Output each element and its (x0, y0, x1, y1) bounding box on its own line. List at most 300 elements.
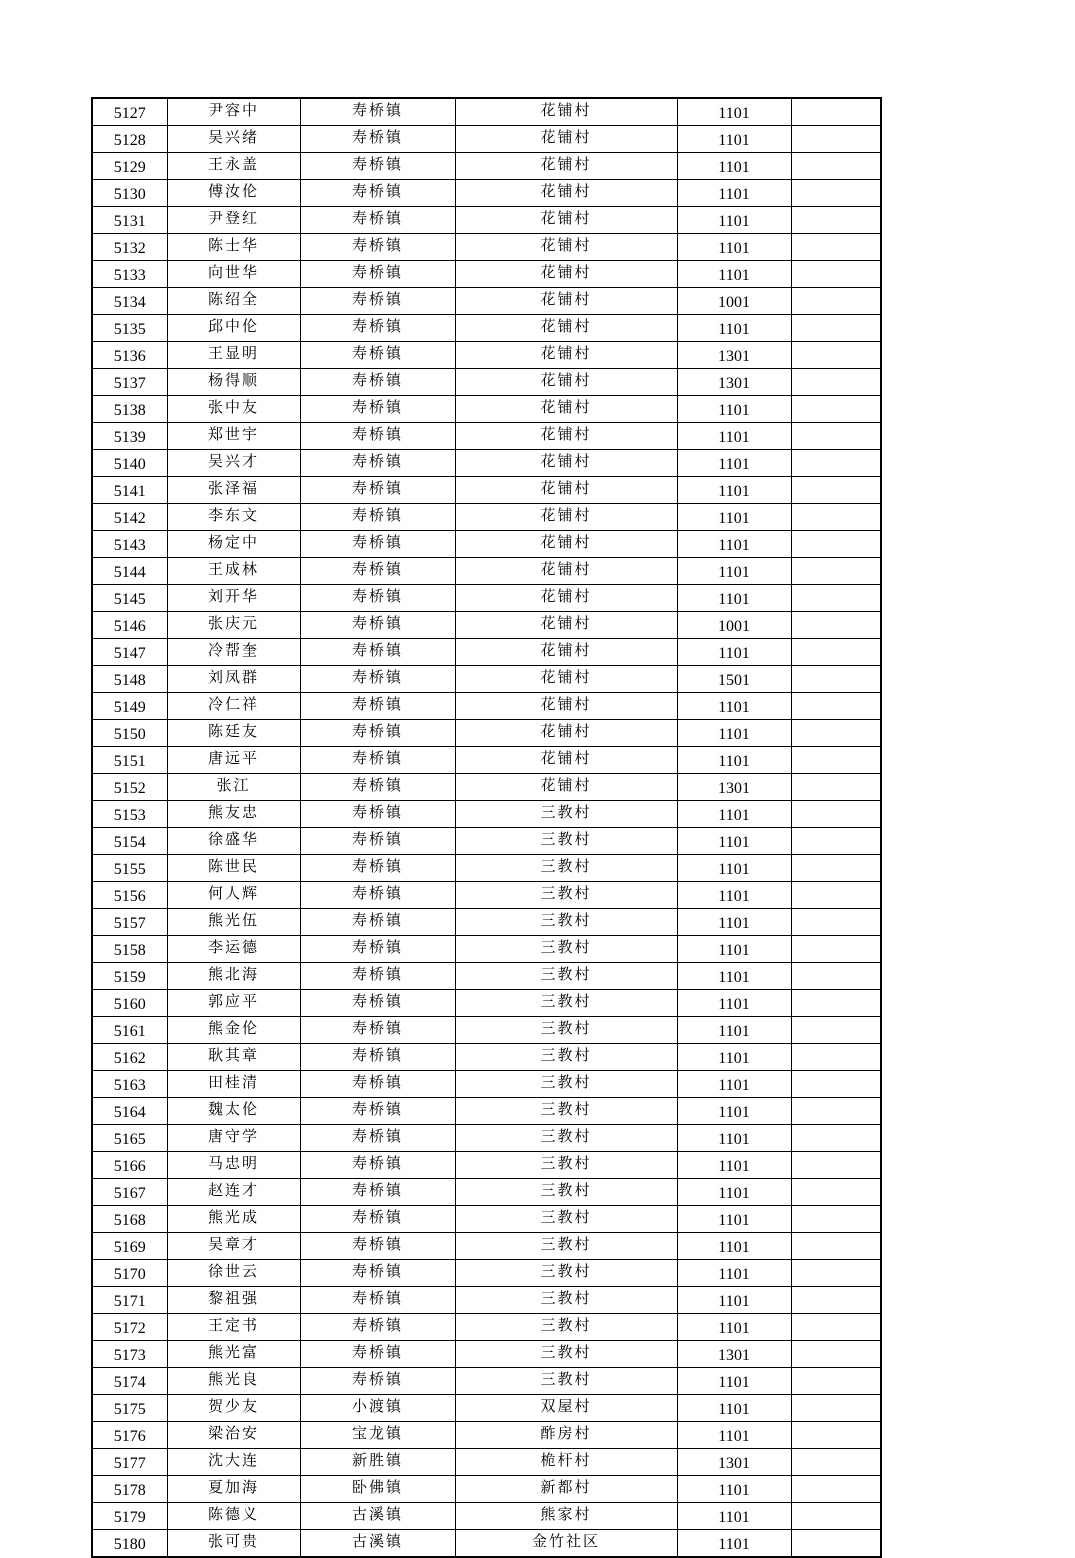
row-number-cell: 5135 (92, 315, 167, 342)
village-cell: 花铺村 (455, 531, 677, 558)
row-number-cell: 5134 (92, 288, 167, 315)
name-cell: 王显明 (167, 342, 300, 369)
row-number-cell: 5164 (92, 1098, 167, 1125)
code-cell: 1301 (677, 369, 791, 396)
code-cell: 1101 (677, 234, 791, 261)
village-cell: 三教村 (455, 1233, 677, 1260)
village-cell: 三教村 (455, 1098, 677, 1125)
village-cell: 花铺村 (455, 639, 677, 666)
town-cell: 寿桥镇 (300, 720, 455, 747)
town-cell: 寿桥镇 (300, 1152, 455, 1179)
row-number-cell: 5146 (92, 612, 167, 639)
table-row (92, 1503, 881, 1530)
table-row (92, 828, 881, 855)
row-number-cell: 5167 (92, 1179, 167, 1206)
town-cell: 寿桥镇 (300, 477, 455, 504)
table-row (92, 423, 881, 450)
table-row (92, 585, 881, 612)
name-cell: 向世华 (167, 261, 300, 288)
remark-cell (791, 1044, 881, 1071)
table-row (92, 855, 881, 882)
village-cell: 花铺村 (455, 98, 677, 126)
name-cell: 郑世宇 (167, 423, 300, 450)
table-row (92, 1314, 881, 1341)
table-row (92, 1152, 881, 1179)
table-row (92, 234, 881, 261)
row-number-cell: 5138 (92, 396, 167, 423)
village-cell: 花铺村 (455, 612, 677, 639)
remark-cell (791, 612, 881, 639)
town-cell: 寿桥镇 (300, 126, 455, 153)
roster-table (91, 97, 882, 1558)
code-cell: 1101 (677, 1422, 791, 1449)
remark-cell (791, 801, 881, 828)
remark-cell (791, 1449, 881, 1476)
code-cell: 1101 (677, 963, 791, 990)
row-number-cell: 5132 (92, 234, 167, 261)
remark-cell (791, 1152, 881, 1179)
table-row (92, 639, 881, 666)
village-cell: 三教村 (455, 1071, 677, 1098)
code-cell: 1301 (677, 1341, 791, 1368)
row-number-cell: 5141 (92, 477, 167, 504)
row-number-cell: 5140 (92, 450, 167, 477)
name-cell: 梁治安 (167, 1422, 300, 1449)
remark-cell (791, 98, 881, 126)
name-cell: 熊光伍 (167, 909, 300, 936)
name-cell: 徐盛华 (167, 828, 300, 855)
village-cell: 金竹社区 (455, 1530, 677, 1558)
village-cell: 桅杆村 (455, 1449, 677, 1476)
row-number-cell: 5136 (92, 342, 167, 369)
code-cell: 1101 (677, 1098, 791, 1125)
name-cell: 熊光成 (167, 1206, 300, 1233)
table-row (92, 990, 881, 1017)
row-number-cell: 5129 (92, 153, 167, 180)
town-cell: 寿桥镇 (300, 666, 455, 693)
town-cell: 寿桥镇 (300, 423, 455, 450)
remark-cell (791, 504, 881, 531)
remark-cell (791, 1422, 881, 1449)
remark-cell (791, 450, 881, 477)
village-cell: 三教村 (455, 1341, 677, 1368)
town-cell: 寿桥镇 (300, 909, 455, 936)
town-cell: 寿桥镇 (300, 612, 455, 639)
town-cell: 寿桥镇 (300, 1044, 455, 1071)
village-cell: 酢房村 (455, 1422, 677, 1449)
village-cell: 三教村 (455, 936, 677, 963)
code-cell: 1101 (677, 1233, 791, 1260)
code-cell: 1101 (677, 1044, 791, 1071)
town-cell: 寿桥镇 (300, 288, 455, 315)
name-cell: 李运德 (167, 936, 300, 963)
remark-cell (791, 720, 881, 747)
name-cell: 吴兴绪 (167, 126, 300, 153)
town-cell: 寿桥镇 (300, 747, 455, 774)
code-cell: 1101 (677, 747, 791, 774)
table-row (92, 1395, 881, 1422)
village-cell: 花铺村 (455, 423, 677, 450)
code-cell: 1101 (677, 720, 791, 747)
town-cell: 寿桥镇 (300, 1098, 455, 1125)
name-cell: 黎祖强 (167, 1287, 300, 1314)
remark-cell (791, 531, 881, 558)
code-cell: 1101 (677, 1503, 791, 1530)
table-row (92, 693, 881, 720)
row-number-cell: 5160 (92, 990, 167, 1017)
name-cell: 唐守学 (167, 1125, 300, 1152)
town-cell: 寿桥镇 (300, 855, 455, 882)
remark-cell (791, 342, 881, 369)
remark-cell (791, 1503, 881, 1530)
table-row (92, 1233, 881, 1260)
table-row (92, 1017, 881, 1044)
code-cell: 1101 (677, 1152, 791, 1179)
village-cell: 花铺村 (455, 234, 677, 261)
code-cell: 1101 (677, 639, 791, 666)
remark-cell (791, 1395, 881, 1422)
remark-cell (791, 234, 881, 261)
table-row (92, 1260, 881, 1287)
village-cell: 花铺村 (455, 774, 677, 801)
remark-cell (791, 1530, 881, 1558)
village-cell: 花铺村 (455, 342, 677, 369)
row-number-cell: 5159 (92, 963, 167, 990)
code-cell: 1101 (677, 1179, 791, 1206)
table-row (92, 1368, 881, 1395)
town-cell: 寿桥镇 (300, 882, 455, 909)
remark-cell (791, 1125, 881, 1152)
row-number-cell: 5155 (92, 855, 167, 882)
table-row (92, 1125, 881, 1152)
code-cell: 1101 (677, 180, 791, 207)
village-cell: 三教村 (455, 1368, 677, 1395)
row-number-cell: 5151 (92, 747, 167, 774)
table-row (92, 450, 881, 477)
remark-cell (791, 1098, 881, 1125)
remark-cell (791, 126, 881, 153)
row-number-cell: 5171 (92, 1287, 167, 1314)
remark-cell (791, 423, 881, 450)
town-cell: 寿桥镇 (300, 1314, 455, 1341)
name-cell: 王永盖 (167, 153, 300, 180)
code-cell: 1101 (677, 990, 791, 1017)
village-cell: 三教村 (455, 801, 677, 828)
row-number-cell: 5174 (92, 1368, 167, 1395)
remark-cell (791, 963, 881, 990)
row-number-cell: 5148 (92, 666, 167, 693)
remark-cell (791, 1287, 881, 1314)
town-cell: 寿桥镇 (300, 531, 455, 558)
table-row (92, 288, 881, 315)
table-row (92, 261, 881, 288)
row-number-cell: 5147 (92, 639, 167, 666)
row-number-cell: 5169 (92, 1233, 167, 1260)
name-cell: 杨得顺 (167, 369, 300, 396)
code-cell: 1101 (677, 558, 791, 585)
row-number-cell: 5130 (92, 180, 167, 207)
town-cell: 寿桥镇 (300, 153, 455, 180)
town-cell: 寿桥镇 (300, 315, 455, 342)
code-cell: 1101 (677, 1287, 791, 1314)
table-row (92, 369, 881, 396)
remark-cell (791, 396, 881, 423)
village-cell: 三教村 (455, 855, 677, 882)
remark-cell (791, 1260, 881, 1287)
row-number-cell: 5133 (92, 261, 167, 288)
code-cell: 1101 (677, 1530, 791, 1558)
remark-cell (791, 1368, 881, 1395)
village-cell: 花铺村 (455, 747, 677, 774)
name-cell: 田桂清 (167, 1071, 300, 1098)
name-cell: 熊北海 (167, 963, 300, 990)
table-row (92, 909, 881, 936)
village-cell: 三教村 (455, 1125, 677, 1152)
row-number-cell: 5158 (92, 936, 167, 963)
village-cell: 三教村 (455, 1314, 677, 1341)
row-number-cell: 5179 (92, 1503, 167, 1530)
town-cell: 寿桥镇 (300, 1233, 455, 1260)
remark-cell (791, 477, 881, 504)
town-cell: 寿桥镇 (300, 774, 455, 801)
table-row (92, 153, 881, 180)
town-cell: 寿桥镇 (300, 1179, 455, 1206)
row-number-cell: 5137 (92, 369, 167, 396)
village-cell: 三教村 (455, 963, 677, 990)
name-cell: 张可贵 (167, 1530, 300, 1558)
table-row (92, 1098, 881, 1125)
remark-cell (791, 1071, 881, 1098)
town-cell: 寿桥镇 (300, 342, 455, 369)
town-cell: 寿桥镇 (300, 963, 455, 990)
row-number-cell: 5154 (92, 828, 167, 855)
name-cell: 熊光良 (167, 1368, 300, 1395)
town-cell: 寿桥镇 (300, 504, 455, 531)
code-cell: 1101 (677, 1071, 791, 1098)
name-cell: 李东文 (167, 504, 300, 531)
table-row (92, 396, 881, 423)
table-row (92, 612, 881, 639)
name-cell: 贺少友 (167, 1395, 300, 1422)
name-cell: 尹登红 (167, 207, 300, 234)
row-number-cell: 5127 (92, 98, 167, 126)
village-cell: 花铺村 (455, 450, 677, 477)
town-cell: 寿桥镇 (300, 1017, 455, 1044)
table-row (92, 504, 881, 531)
village-cell: 三教村 (455, 990, 677, 1017)
code-cell: 1101 (677, 261, 791, 288)
village-cell: 花铺村 (455, 369, 677, 396)
village-cell: 花铺村 (455, 261, 677, 288)
town-cell: 寿桥镇 (300, 1071, 455, 1098)
remark-cell (791, 1314, 881, 1341)
roster-table-body (92, 98, 881, 1557)
village-cell: 三教村 (455, 909, 677, 936)
name-cell: 傅汝伦 (167, 180, 300, 207)
town-cell: 寿桥镇 (300, 1206, 455, 1233)
village-cell: 花铺村 (455, 126, 677, 153)
code-cell: 1101 (677, 1125, 791, 1152)
code-cell: 1101 (677, 207, 791, 234)
town-cell: 寿桥镇 (300, 1260, 455, 1287)
table-row (92, 1044, 881, 1071)
town-cell: 寿桥镇 (300, 98, 455, 126)
row-number-cell: 5176 (92, 1422, 167, 1449)
village-cell: 三教村 (455, 1206, 677, 1233)
row-number-cell: 5156 (92, 882, 167, 909)
table-row (92, 315, 881, 342)
table-row (92, 801, 881, 828)
remark-cell (791, 1476, 881, 1503)
table-row (92, 666, 881, 693)
name-cell: 张江 (167, 774, 300, 801)
row-number-cell: 5149 (92, 693, 167, 720)
row-number-cell: 5143 (92, 531, 167, 558)
table-row (92, 126, 881, 153)
code-cell: 1101 (677, 828, 791, 855)
town-cell: 寿桥镇 (300, 1341, 455, 1368)
code-cell: 1101 (677, 1368, 791, 1395)
village-cell: 花铺村 (455, 720, 677, 747)
row-number-cell: 5157 (92, 909, 167, 936)
row-number-cell: 5128 (92, 126, 167, 153)
table-row (92, 774, 881, 801)
code-cell: 1301 (677, 774, 791, 801)
table-row (92, 207, 881, 234)
name-cell: 冷仁祥 (167, 693, 300, 720)
village-cell: 三教村 (455, 882, 677, 909)
town-cell: 古溪镇 (300, 1503, 455, 1530)
village-cell: 三教村 (455, 828, 677, 855)
town-cell: 寿桥镇 (300, 396, 455, 423)
village-cell: 花铺村 (455, 558, 677, 585)
village-cell: 花铺村 (455, 207, 677, 234)
town-cell: 寿桥镇 (300, 1287, 455, 1314)
code-cell: 1101 (677, 909, 791, 936)
town-cell: 寿桥镇 (300, 585, 455, 612)
remark-cell (791, 153, 881, 180)
village-cell: 三教村 (455, 1044, 677, 1071)
row-number-cell: 5166 (92, 1152, 167, 1179)
town-cell: 宝龙镇 (300, 1422, 455, 1449)
code-cell: 1101 (677, 423, 791, 450)
remark-cell (791, 585, 881, 612)
name-cell: 吴兴才 (167, 450, 300, 477)
code-cell: 1101 (677, 477, 791, 504)
name-cell: 耿其章 (167, 1044, 300, 1071)
row-number-cell: 5131 (92, 207, 167, 234)
row-number-cell: 5180 (92, 1530, 167, 1558)
remark-cell (791, 855, 881, 882)
town-cell: 寿桥镇 (300, 234, 455, 261)
name-cell: 张中友 (167, 396, 300, 423)
code-cell: 1101 (677, 450, 791, 477)
row-number-cell: 5152 (92, 774, 167, 801)
name-cell: 陈世民 (167, 855, 300, 882)
row-number-cell: 5170 (92, 1260, 167, 1287)
remark-cell (791, 1206, 881, 1233)
row-number-cell: 5168 (92, 1206, 167, 1233)
town-cell: 寿桥镇 (300, 639, 455, 666)
name-cell: 魏太伦 (167, 1098, 300, 1125)
table-row (92, 882, 881, 909)
name-cell: 尹容中 (167, 98, 300, 126)
code-cell: 1101 (677, 396, 791, 423)
village-cell: 花铺村 (455, 585, 677, 612)
remark-cell (791, 207, 881, 234)
code-cell: 1101 (677, 315, 791, 342)
code-cell: 1101 (677, 693, 791, 720)
town-cell: 小渡镇 (300, 1395, 455, 1422)
village-cell: 花铺村 (455, 693, 677, 720)
name-cell: 刘凤群 (167, 666, 300, 693)
name-cell: 徐世云 (167, 1260, 300, 1287)
row-number-cell: 5145 (92, 585, 167, 612)
remark-cell (791, 909, 881, 936)
code-cell: 1101 (677, 1314, 791, 1341)
town-cell: 寿桥镇 (300, 261, 455, 288)
table-row (92, 1206, 881, 1233)
remark-cell (791, 288, 881, 315)
remark-cell (791, 936, 881, 963)
row-number-cell: 5153 (92, 801, 167, 828)
name-cell: 何人辉 (167, 882, 300, 909)
remark-cell (791, 1341, 881, 1368)
code-cell: 1101 (677, 1260, 791, 1287)
code-cell: 1101 (677, 98, 791, 126)
village-cell: 花铺村 (455, 666, 677, 693)
name-cell: 陈廷友 (167, 720, 300, 747)
village-cell: 花铺村 (455, 315, 677, 342)
table-row (92, 1449, 881, 1476)
town-cell: 寿桥镇 (300, 558, 455, 585)
table-row (92, 531, 881, 558)
table-row (92, 963, 881, 990)
remark-cell (791, 882, 881, 909)
code-cell: 1101 (677, 153, 791, 180)
town-cell: 寿桥镇 (300, 828, 455, 855)
remark-cell (791, 990, 881, 1017)
town-cell: 寿桥镇 (300, 936, 455, 963)
remark-cell (791, 1233, 881, 1260)
name-cell: 杨定中 (167, 531, 300, 558)
village-cell: 花铺村 (455, 477, 677, 504)
name-cell: 唐远平 (167, 747, 300, 774)
table-row (92, 1476, 881, 1503)
village-cell: 花铺村 (455, 153, 677, 180)
remark-cell (791, 315, 881, 342)
table-row (92, 477, 881, 504)
name-cell: 吴章才 (167, 1233, 300, 1260)
name-cell: 熊金伦 (167, 1017, 300, 1044)
name-cell: 郭应平 (167, 990, 300, 1017)
row-number-cell: 5139 (92, 423, 167, 450)
code-cell: 1101 (677, 1206, 791, 1233)
code-cell: 1101 (677, 1476, 791, 1503)
code-cell: 1101 (677, 1395, 791, 1422)
remark-cell (791, 1017, 881, 1044)
remark-cell (791, 369, 881, 396)
name-cell: 马忠明 (167, 1152, 300, 1179)
code-cell: 1101 (677, 504, 791, 531)
name-cell: 王定书 (167, 1314, 300, 1341)
remark-cell (791, 747, 881, 774)
town-cell: 寿桥镇 (300, 693, 455, 720)
table-row (92, 936, 881, 963)
town-cell: 寿桥镇 (300, 990, 455, 1017)
table-row (92, 180, 881, 207)
remark-cell (791, 558, 881, 585)
